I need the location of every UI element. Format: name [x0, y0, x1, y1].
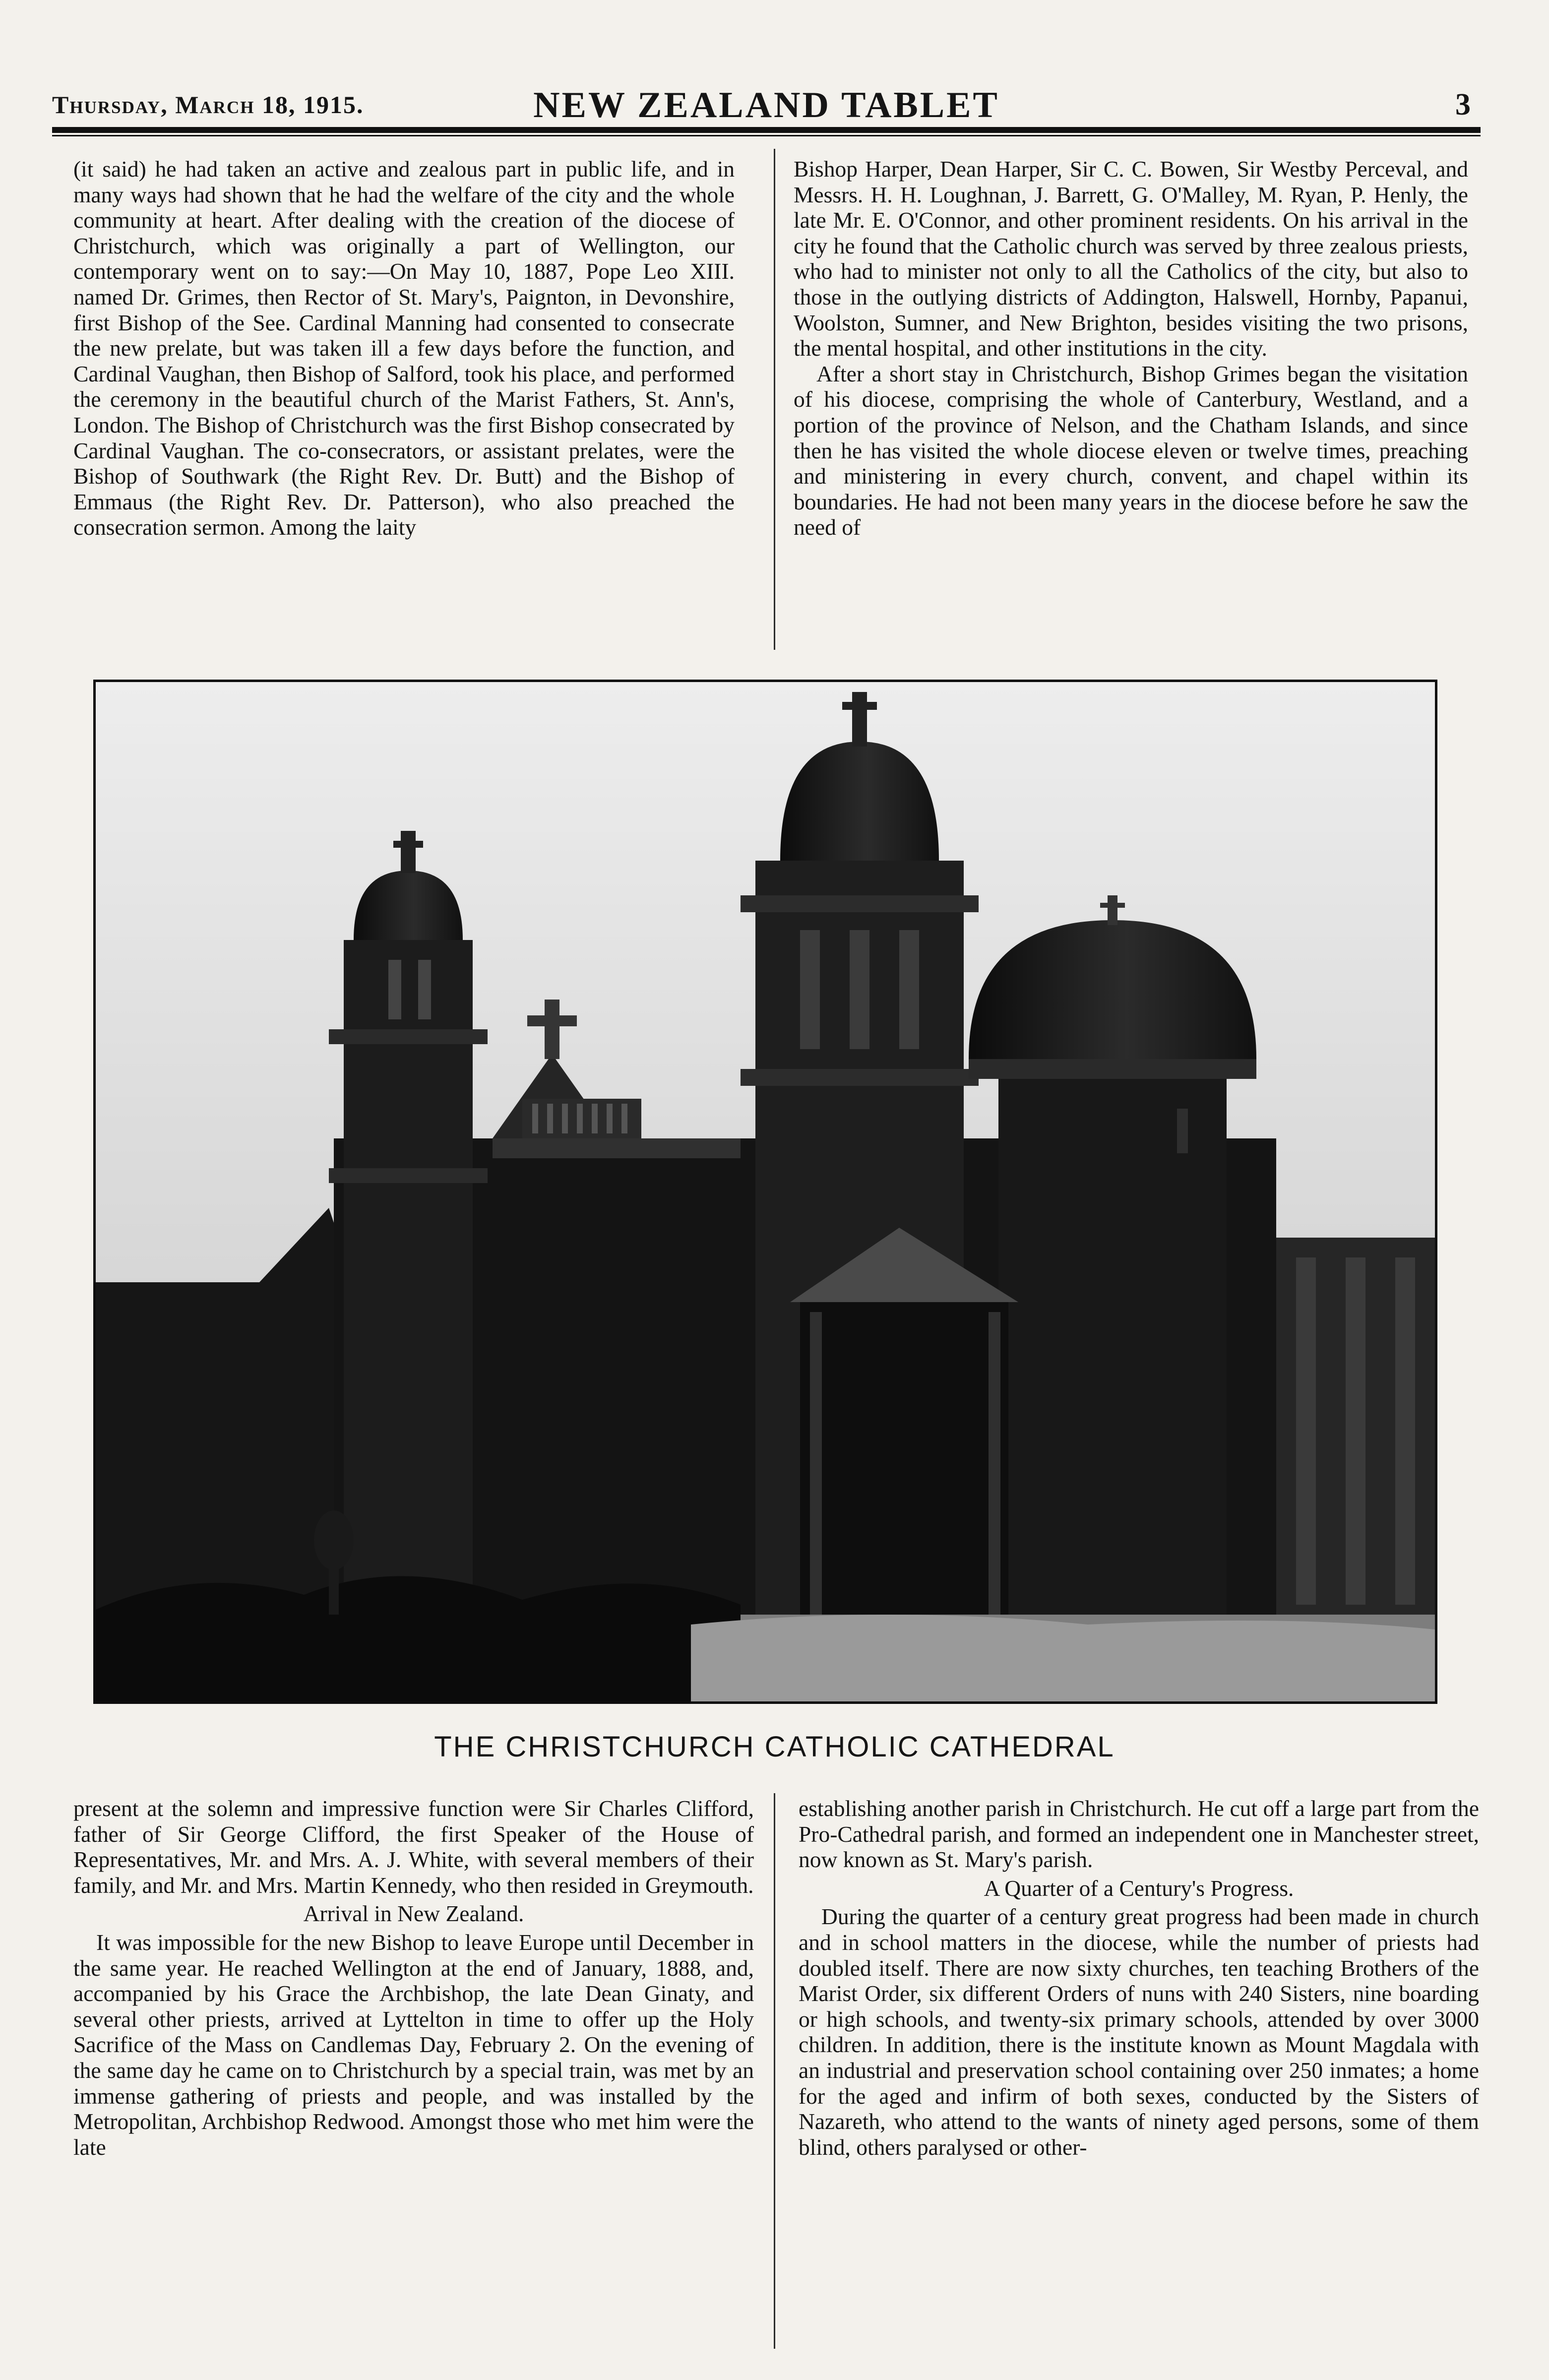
section-subheading: A Quarter of a Century's Progress.	[984, 1875, 1294, 1901]
column-bottom-left	[73, 1796, 754, 2160]
masthead-title: NEW ZEALAND TABLET	[533, 85, 999, 125]
page-header	[52, 84, 1481, 124]
column-divider	[774, 1793, 775, 2349]
paragraph: present at the solemn and impressive function were Sir Charles Clifford, father of Sir George Clifford, the first Speaker of the House of Representatives, Mr. and Mrs. A. J. White, with several members of their family, and Mr. and Mrs. Martin Kennedy, who then resided in Greymouth.	[73, 1796, 754, 1898]
cathedral-illustration	[96, 682, 1435, 1701]
issue-date: Thursday, March 18, 1915.	[52, 91, 364, 119]
photo-caption: THE CHRISTCHURCH CATHOLIC CATHEDRAL	[434, 1731, 1115, 1763]
paragraph: (it said) he had taken an active and zealous part in public life, and in many ways had shown that he had the welfare of the city and the whole community at heart. After dealing with the creation of the diocese of Christchurch, which was originally a part of Wellington, our contemporary went on to say:—On May 10, 1887, Pope Leo XIII. named Dr. Grimes, then Rector of St. Mary's, Paignton, in Devonshire, first Bishop of the See. Cardinal Manning had consented to consecrate the new prelate, but was taken ill a few days before the function, and Cardinal Vaughan, then Bishop of Salford, took his place, and performed the ceremony in the beautiful church of the Marist Fathers, St. Ann's, London. The Bishop of Christchurch was the first Bishop consecrated by Cardinal Vaughan. The co-consecrators, or assistant prelates, were the Bishop of Southwark (the Right Rev. Dr. Butt) and the Bishop of Emmaus (the Right Rev. Dr. Patterson), who also preached the consecration sermon. Among the laity	[73, 156, 735, 540]
paragraph: Bishop Harper, Dean Harper, Sir C. C. Bowen, Sir Westby Perceval, and Messrs. H. H. Loughnan, J. Barrett, G. O'Malley, M. Ryan, P. Henly, the late Mr. E. O'Connor, and other prominent residents. On his arrival in the city he found that the Catholic church was served by three zealous priests, who had to minister not only to all the Catholics of the city, but also to those in the outlying districts of Addington, Halswell, Hornby, Papanui, Woolston, Sumner, and New Brighton, besides visiting the two prisons, the mental hospital, and other institutions in the city.	[794, 156, 1468, 361]
column-top-left	[73, 156, 735, 540]
column-divider	[774, 149, 775, 650]
paragraph: After a short stay in Christchurch, Bishop Grimes began the visitation of his diocese, comprising the whole of Canterbury, Westland, and a portion of the province of Nelson, and the Chatham Islands, and since then he has visited the whole diocese eleven or twelve times, preaching and ministering in every church, convent, and chapel within its boundaries. He had not been many years in the diocese before he saw the need of	[794, 361, 1468, 540]
paragraph: establishing another parish in Christchurch. He cut off a large part from the Pro-Cathedral parish, and formed an independent one in Manchester street, now known as St. Mary's parish.	[799, 1796, 1479, 1873]
paragraph: It was impossible for the new Bishop to leave Europe until December in the same year. He reached Wellington at the end of January, 1888, and, accompanied by his Grace the Archbishop, the late Dean Ginaty, and several other priests, arrived at Lyttelton in time to offer up the Holy Sacrifice of the Mass on Candlemas Day, February 2. On the evening of the same day he came on to Christchurch by a special train, was met by an immense gathering of priests and people, and was installed by the Metropolitan, Archbishop Redwood. Amongst those who met him were the late	[73, 1929, 754, 2160]
cathedral-photo	[93, 680, 1437, 1704]
section-subheading: Arrival in New Zealand.	[303, 1901, 524, 1927]
column-bottom-right	[799, 1796, 1479, 2160]
header-rule-thin	[52, 135, 1481, 136]
header-rule	[52, 127, 1481, 133]
paragraph: During the quarter of a century great progress had been made in church and in school matters in the diocese, while the number of priests had doubled itself. There are now sixty churches, ten teaching Brothers of the Marist Order, six different Orders of nuns with 240 Sisters, nine boarding or high schools, and twenty-six primary schools, attended by over 3000 children. In addition, there is the institute known as Mount Magdala with an industrial and preservation school containing over 250 inmates; a home for the aged and infirm of both sexes, conducted by the Sisters of Nazareth, who attend to the wants of ninety aged persons, some of them blind, others paralysed or other-	[799, 1904, 1479, 2160]
page-number: 3	[1455, 88, 1471, 122]
column-top-right	[794, 156, 1468, 540]
